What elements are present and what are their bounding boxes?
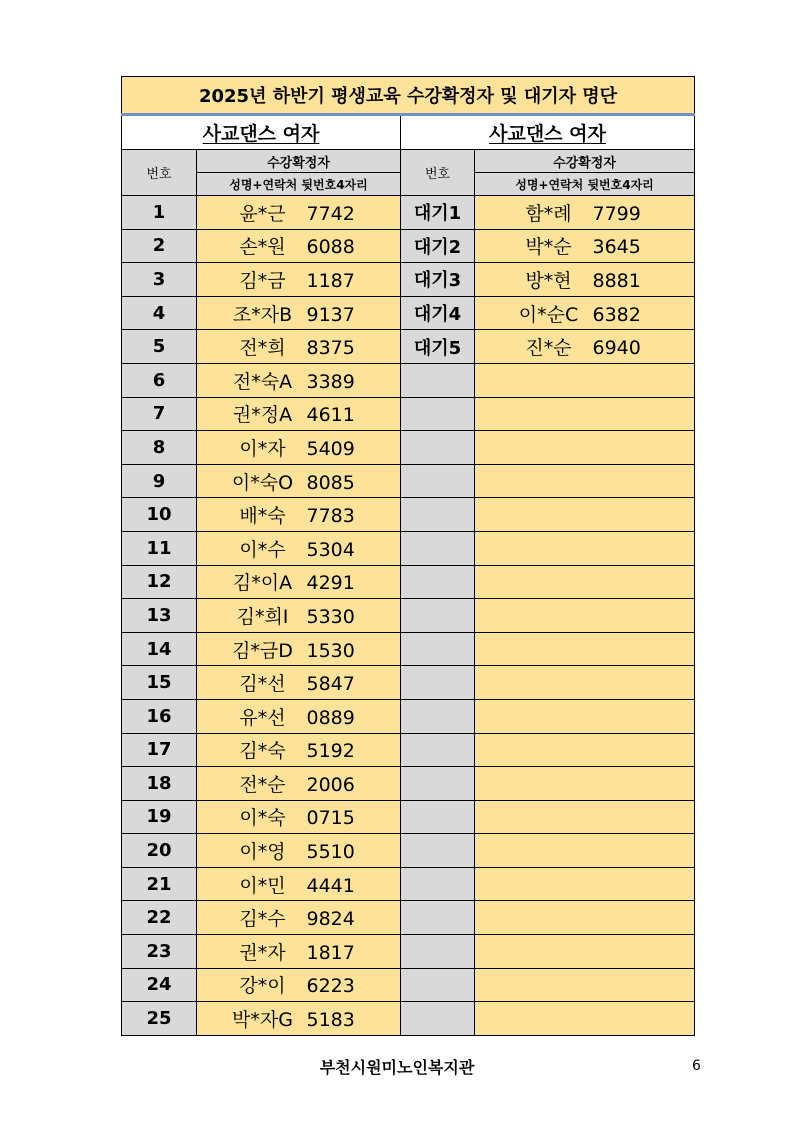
right-row-name: 방*현 bbox=[525, 269, 572, 292]
page-number: 6 bbox=[692, 1058, 701, 1074]
left-row-entry bbox=[197, 363, 401, 397]
right-row-number bbox=[401, 632, 475, 666]
document-title: 2025년 하반기 평생교육 수강확정자 및 대기자 명단 bbox=[122, 77, 695, 115]
table-row bbox=[122, 330, 695, 364]
left-row-entry bbox=[197, 901, 401, 935]
left-row-name: 이*민 bbox=[239, 874, 286, 897]
right-row-entry bbox=[475, 733, 695, 767]
right-row-entry bbox=[475, 599, 695, 633]
left-row-name: 이*자 bbox=[239, 437, 286, 460]
right-sub-header: 성명+연락처 뒷번호4자리 bbox=[475, 173, 695, 196]
left-row-name: 김*금 bbox=[239, 269, 286, 292]
left-row-phone-suffix: 0889 bbox=[306, 706, 355, 729]
right-row-entry bbox=[475, 296, 695, 330]
footer-organization: 부천시원미노인복지관 bbox=[319, 1058, 475, 1077]
right-row-phone-suffix: 6382 bbox=[592, 303, 641, 326]
table-row bbox=[122, 599, 695, 633]
table-row bbox=[122, 196, 695, 230]
right-row-entry bbox=[475, 834, 695, 868]
table-row bbox=[122, 834, 695, 868]
left-row-phone-suffix: 3389 bbox=[306, 370, 355, 393]
left-row-name: 김*이A bbox=[232, 572, 293, 595]
table-row bbox=[122, 229, 695, 263]
right-row-number: 대기5 bbox=[401, 330, 475, 364]
left-row-phone-suffix: 9824 bbox=[306, 908, 355, 931]
left-row-number: 2 bbox=[122, 229, 197, 263]
left-row-entry bbox=[197, 733, 401, 767]
right-row-number bbox=[401, 901, 475, 935]
left-row-name: 김*희I bbox=[236, 605, 289, 628]
right-row-phone-suffix: 3645 bbox=[592, 236, 641, 259]
right-row-entry bbox=[475, 800, 695, 834]
left-row-phone-suffix: 5192 bbox=[306, 740, 355, 763]
left-row-name: 김*숙 bbox=[239, 740, 286, 763]
table-row bbox=[122, 431, 695, 465]
left-row-entry bbox=[197, 1002, 401, 1036]
table-row bbox=[122, 968, 695, 1002]
left-row-entry bbox=[197, 800, 401, 834]
table-row bbox=[122, 733, 695, 767]
left-row-number: 21 bbox=[122, 867, 197, 901]
left-row-number: 23 bbox=[122, 935, 197, 969]
right-row-entry bbox=[475, 1002, 695, 1036]
left-row-number: 16 bbox=[122, 699, 197, 733]
right-row-entry bbox=[475, 498, 695, 532]
left-row-number: 12 bbox=[122, 565, 197, 599]
left-row-number: 11 bbox=[122, 531, 197, 565]
right-row-entry bbox=[475, 196, 695, 230]
left-row-phone-suffix: 5183 bbox=[306, 1009, 355, 1032]
right-row-number bbox=[401, 800, 475, 834]
left-row-phone-suffix: 0715 bbox=[306, 807, 355, 830]
right-row-entry bbox=[475, 666, 695, 700]
right-row-number bbox=[401, 699, 475, 733]
table-row bbox=[122, 935, 695, 969]
left-row-number: 5 bbox=[122, 330, 197, 364]
right-row-number bbox=[401, 935, 475, 969]
left-row-name: 유*선 bbox=[239, 706, 286, 729]
right-row-entry bbox=[475, 229, 695, 263]
right-row-number bbox=[401, 464, 475, 498]
right-row-entry bbox=[475, 565, 695, 599]
left-row-number: 10 bbox=[122, 498, 197, 532]
left-row-entry bbox=[197, 464, 401, 498]
table-row bbox=[122, 800, 695, 834]
table-row bbox=[122, 565, 695, 599]
table-row bbox=[122, 531, 695, 565]
left-row-phone-suffix: 5330 bbox=[306, 605, 355, 628]
left-row-number: 4 bbox=[122, 296, 197, 330]
left-row-phone-suffix: 8375 bbox=[306, 337, 355, 360]
left-row-name: 전*희 bbox=[239, 337, 286, 360]
right-row-number bbox=[401, 1002, 475, 1036]
right-number-header: 번호 bbox=[401, 150, 475, 196]
left-row-phone-suffix: 6223 bbox=[306, 975, 355, 998]
left-row-entry bbox=[197, 699, 401, 733]
left-row-entry bbox=[197, 196, 401, 230]
right-row-number: 대기1 bbox=[401, 196, 475, 230]
left-row-entry bbox=[197, 531, 401, 565]
left-row-entry bbox=[197, 565, 401, 599]
left-row-phone-suffix: 1817 bbox=[306, 941, 355, 964]
table-row bbox=[122, 498, 695, 532]
left-row-number: 25 bbox=[122, 1002, 197, 1036]
left-group-header: 수강확정자 bbox=[197, 150, 401, 173]
left-row-name: 이*수 bbox=[239, 538, 286, 561]
right-row-number bbox=[401, 767, 475, 801]
right-row-entry bbox=[475, 935, 695, 969]
left-row-phone-suffix: 7742 bbox=[306, 202, 355, 225]
left-row-phone-suffix: 5847 bbox=[306, 673, 355, 696]
left-row-phone-suffix: 5510 bbox=[306, 841, 355, 864]
left-row-entry bbox=[197, 431, 401, 465]
left-row-phone-suffix: 2006 bbox=[306, 773, 355, 796]
left-row-name: 이*숙O bbox=[231, 471, 294, 494]
right-row-number: 대기4 bbox=[401, 296, 475, 330]
left-row-entry bbox=[197, 330, 401, 364]
left-row-phone-suffix: 4611 bbox=[306, 404, 355, 427]
right-row-number bbox=[401, 363, 475, 397]
left-row-phone-suffix: 5409 bbox=[306, 437, 355, 460]
left-row-phone-suffix: 5304 bbox=[306, 538, 355, 561]
right-row-number: 대기2 bbox=[401, 229, 475, 263]
right-row-entry bbox=[475, 263, 695, 297]
left-row-entry bbox=[197, 935, 401, 969]
left-row-number: 15 bbox=[122, 666, 197, 700]
left-row-number: 22 bbox=[122, 901, 197, 935]
left-row-phone-suffix: 4291 bbox=[306, 572, 355, 595]
right-row-phone-suffix: 8881 bbox=[592, 269, 641, 292]
left-section-title: 사교댄스 여자 bbox=[122, 115, 401, 150]
right-row-entry bbox=[475, 767, 695, 801]
table-row bbox=[122, 296, 695, 330]
left-row-name: 박*자G bbox=[232, 1009, 293, 1032]
left-row-entry bbox=[197, 498, 401, 532]
left-row-entry bbox=[197, 968, 401, 1002]
left-row-number: 3 bbox=[122, 263, 197, 297]
left-row-name: 김*선 bbox=[239, 673, 286, 696]
left-row-name: 김*금D bbox=[232, 639, 293, 662]
left-row-number: 14 bbox=[122, 632, 197, 666]
left-number-header: 번호 bbox=[122, 150, 197, 196]
right-row-entry bbox=[475, 968, 695, 1002]
right-row-entry bbox=[475, 330, 695, 364]
left-row-number: 9 bbox=[122, 464, 197, 498]
left-row-name: 손*원 bbox=[239, 236, 286, 259]
left-row-name: 김*수 bbox=[239, 908, 286, 931]
left-row-name: 전*순 bbox=[239, 773, 286, 796]
right-row-number bbox=[401, 834, 475, 868]
right-row-entry bbox=[475, 699, 695, 733]
right-row-entry bbox=[475, 363, 695, 397]
left-row-entry bbox=[197, 867, 401, 901]
right-row-name: 진*순 bbox=[525, 337, 572, 360]
left-row-number: 8 bbox=[122, 431, 197, 465]
left-row-phone-suffix: 6088 bbox=[306, 236, 355, 259]
right-row-number bbox=[401, 733, 475, 767]
right-row-number bbox=[401, 498, 475, 532]
right-row-name: 이*순C bbox=[518, 303, 579, 326]
right-row-phone-suffix: 6940 bbox=[592, 337, 641, 360]
left-row-number: 17 bbox=[122, 733, 197, 767]
left-row-number: 6 bbox=[122, 363, 197, 397]
left-sub-header: 성명+연락처 뒷번호4자리 bbox=[197, 173, 401, 196]
table-row bbox=[122, 464, 695, 498]
table-row bbox=[122, 1002, 695, 1036]
right-row-number bbox=[401, 867, 475, 901]
left-row-phone-suffix: 1530 bbox=[306, 639, 355, 662]
left-row-number: 20 bbox=[122, 834, 197, 868]
left-row-name: 이*숙 bbox=[239, 807, 286, 830]
right-row-entry bbox=[475, 397, 695, 431]
left-row-entry bbox=[197, 632, 401, 666]
left-row-phone-suffix: 7783 bbox=[306, 505, 355, 528]
right-row-number bbox=[401, 666, 475, 700]
left-row-entry bbox=[197, 263, 401, 297]
right-row-number bbox=[401, 599, 475, 633]
table-row bbox=[122, 699, 695, 733]
left-row-entry bbox=[197, 296, 401, 330]
left-row-name: 권*정A bbox=[232, 404, 293, 427]
left-row-number: 1 bbox=[122, 196, 197, 230]
left-row-name: 권*자 bbox=[239, 941, 286, 964]
right-row-number bbox=[401, 531, 475, 565]
left-row-phone-suffix: 8085 bbox=[306, 471, 355, 494]
left-row-number: 24 bbox=[122, 968, 197, 1002]
left-row-entry bbox=[197, 767, 401, 801]
left-row-number: 13 bbox=[122, 599, 197, 633]
left-row-phone-suffix: 4441 bbox=[306, 874, 355, 897]
table-row bbox=[122, 632, 695, 666]
right-row-entry bbox=[475, 531, 695, 565]
right-row-entry bbox=[475, 867, 695, 901]
table-row bbox=[122, 363, 695, 397]
table-row bbox=[122, 666, 695, 700]
left-row-number: 7 bbox=[122, 397, 197, 431]
table-row bbox=[122, 397, 695, 431]
left-row-name: 조*자B bbox=[232, 303, 293, 326]
left-row-number: 18 bbox=[122, 767, 197, 801]
roster-table bbox=[121, 76, 695, 1036]
right-row-number: 대기3 bbox=[401, 263, 475, 297]
right-row-phone-suffix: 7799 bbox=[592, 202, 641, 225]
left-row-entry bbox=[197, 666, 401, 700]
right-section-title: 사교댄스 여자 bbox=[401, 115, 695, 150]
table-row bbox=[122, 867, 695, 901]
right-row-number bbox=[401, 397, 475, 431]
right-row-entry bbox=[475, 901, 695, 935]
left-row-entry bbox=[197, 599, 401, 633]
right-row-number bbox=[401, 968, 475, 1002]
right-row-entry bbox=[475, 464, 695, 498]
left-row-name: 이*영 bbox=[239, 841, 286, 864]
right-group-header: 수강확정자 bbox=[475, 150, 695, 173]
left-row-entry bbox=[197, 834, 401, 868]
right-row-number bbox=[401, 431, 475, 465]
left-row-phone-suffix: 9137 bbox=[306, 303, 355, 326]
left-row-name: 전*숙A bbox=[232, 370, 293, 393]
left-row-number: 19 bbox=[122, 800, 197, 834]
right-row-entry bbox=[475, 431, 695, 465]
table-row bbox=[122, 263, 695, 297]
left-row-phone-suffix: 1187 bbox=[306, 269, 355, 292]
right-row-number bbox=[401, 565, 475, 599]
right-row-name: 박*순 bbox=[525, 236, 572, 259]
table-row bbox=[122, 767, 695, 801]
table-row bbox=[122, 901, 695, 935]
left-row-entry bbox=[197, 397, 401, 431]
left-row-name: 윤*근 bbox=[239, 202, 286, 225]
right-row-name: 함*례 bbox=[525, 202, 572, 225]
left-row-name: 배*숙 bbox=[239, 505, 286, 528]
left-row-name: 강*이 bbox=[239, 975, 286, 998]
right-row-entry bbox=[475, 632, 695, 666]
left-row-entry bbox=[197, 229, 401, 263]
